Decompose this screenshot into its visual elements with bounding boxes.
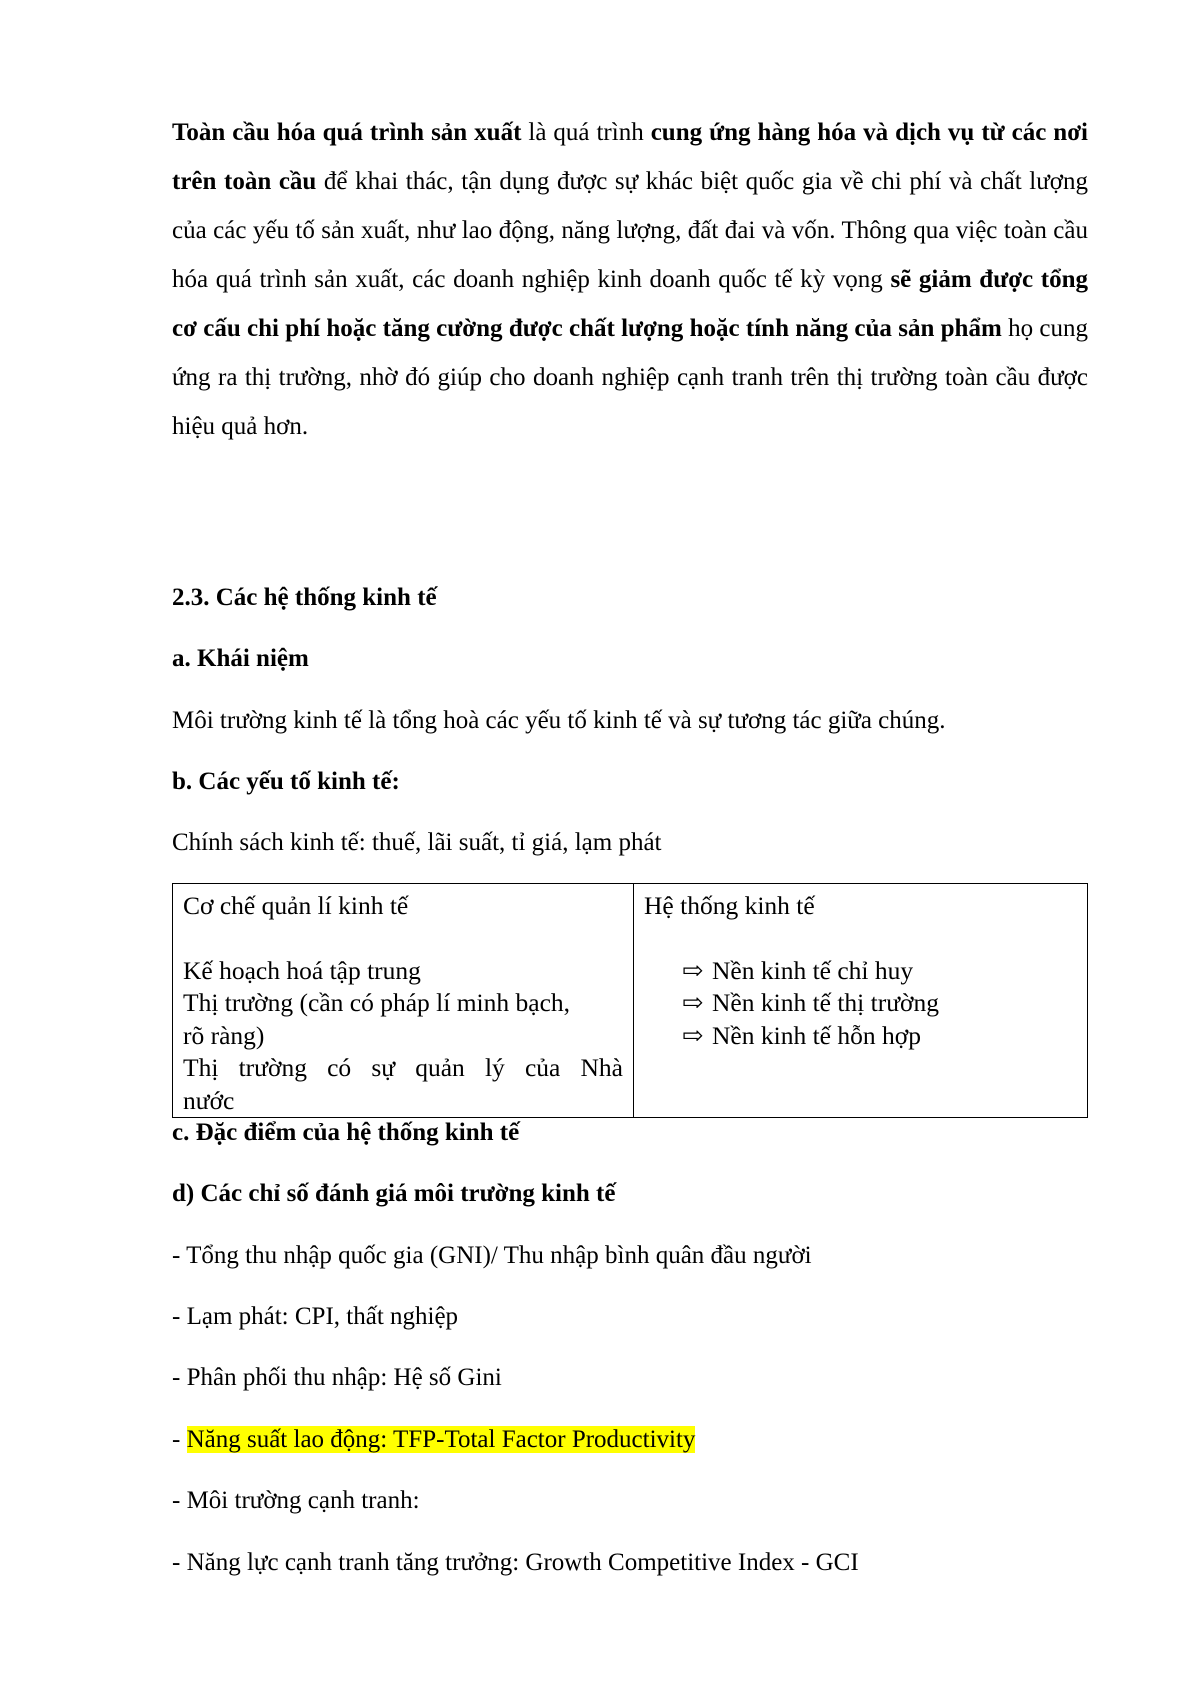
- subheading-b: b. Các yếu tố kinh tế:: [172, 768, 400, 795]
- intro-text-3: họ cung ứng ra thị trường, nhờ đó giúp cho doanh nghiệp cạnh tranh trên thị trường toàn cầu được hiệu quả hơn.: [172, 315, 1088, 440]
- policy-text: Chính sách kinh tế: thuế, lãi suất, tỉ giá, lạm phát: [172, 829, 662, 856]
- subheading-c: c. Đặc điểm của hệ thống kinh tế: [172, 1119, 520, 1146]
- economic-system-header: Hệ thống kinh tế: [644, 891, 815, 920]
- system-item-market: ⇨ Nền kinh tế thị trường: [644, 987, 1077, 1020]
- mechanism-item: rõ ràng): [183, 1020, 265, 1050]
- indicator-inflation: - Lạm phát: CPI, thất nghiệp: [172, 1303, 459, 1330]
- economic-systems-table: [172, 883, 1088, 1118]
- intro-bold-term: Toàn cầu hóa quá trình sản xuất: [172, 119, 522, 146]
- indicator-gni: - Tổng thu nhập quốc gia (GNI)/ Thu nhập bình quân đầu người: [172, 1242, 812, 1269]
- subheading-d: d) Các chỉ số đánh giá môi trường kinh tế: [172, 1180, 616, 1207]
- mechanism-item: nước: [183, 1085, 235, 1115]
- section-title: 2.3. Các hệ thống kinh tế: [172, 584, 437, 611]
- mechanism-item: Kế hoạch hoá tập trung: [183, 955, 421, 985]
- management-mechanism-header: Cơ chế quản lí kinh tế: [183, 891, 409, 920]
- indicator-productivity: - Năng suất lao động: TFP-Total Factor Productivity: [172, 1426, 696, 1453]
- highlighted-text: Năng suất lao động: TFP-Total Factor Productivity: [186, 1426, 696, 1453]
- system-item-mixed: ⇨ Nền kinh tế hỗn hợp: [644, 1020, 1077, 1053]
- table-row: [173, 884, 1088, 1118]
- management-mechanism-cell: [173, 884, 634, 1118]
- mechanism-item: Thị trường có sự quản lý của Nhà: [183, 1053, 623, 1082]
- concept-text: Môi trường kinh tế là tổng hoà các yếu tố kinh tế và sự tương tác giữa chúng.: [172, 707, 946, 734]
- arrow-right-icon: ⇨: [682, 955, 704, 985]
- intro-bold-definition: cung ứng hàng hóa và dịch vụ từ các nơi trên toàn cầu: [172, 119, 1088, 195]
- intro-text-1: là quá trình: [521, 119, 651, 146]
- subheading-a: a. Khái niệm: [172, 645, 309, 672]
- arrow-right-icon: ⇨: [682, 988, 704, 1017]
- economic-system-cell: [634, 884, 1088, 1118]
- arrow-right-icon: ⇨: [682, 1020, 704, 1050]
- intro-paragraph: [172, 108, 1088, 451]
- indicator-competition: - Môi trường cạnh tranh:: [172, 1487, 420, 1514]
- indicator-gini: - Phân phối thu nhập: Hệ số Gini: [172, 1364, 502, 1391]
- intro-text-2: để khai thác, tận dụng được sự khác biệt quốc gia về chi phí và chất lượng của các yếu tố sản xuất, như lao động, năng lượng, đất đai và vốn. Thông qua việc toàn cầu hóa quá trình sản xuất, các doanh nghiệp kinh doanh quốc tế kỳ vọng: [172, 168, 1088, 293]
- system-item-command: ⇨ Nền kinh tế chỉ huy: [644, 955, 1077, 988]
- indicator-gci: - Năng lực cạnh tranh tăng trưởng: Growth Competitive Index - GCI: [172, 1549, 859, 1576]
- intro-bold-expectation: sẽ giảm được tổng cơ cấu chi phí hoặc tăng cường được chất lượng hoặc tính năng của sản phẩm: [172, 266, 1088, 342]
- mechanism-item: Thị trường (cần có pháp lí minh bạch,: [183, 988, 571, 1017]
